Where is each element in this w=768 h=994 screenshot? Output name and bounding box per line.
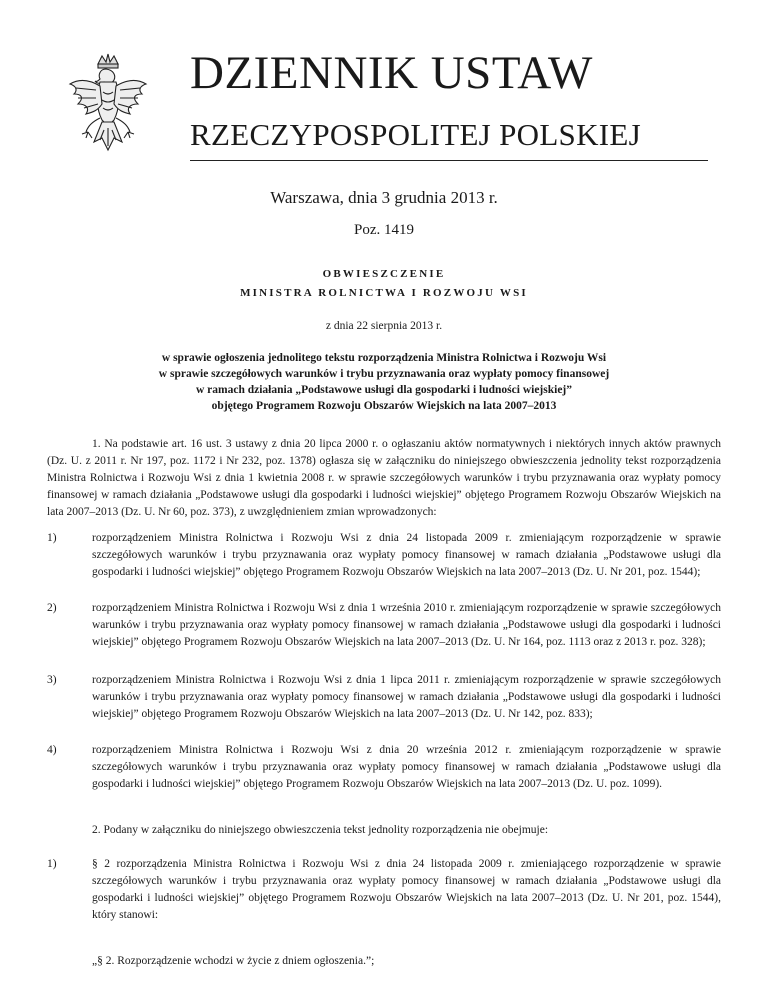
act-issuer: MINISTRA ROLNICTWA I ROZWOJU WSI — [240, 287, 528, 299]
journal-subtitle: RZECZYPOSPOLITEJ POLSKIEJ — [190, 117, 642, 152]
act-subject — [90, 350, 678, 414]
list-item-number: 3) — [47, 674, 57, 686]
list-item-text: rozporządzeniem Ministra Rolnictwa i Rozwoju Wsi z dnia 1 września 2010 r. zmieniającym rozporządzenie w sprawie szczegółowych warunków i trybu przyznawania oraz wypłaty pomocy finansowej w ramach działania „Podstawowe usługi dla gospodarki i ludności wiejskiej” objętego Programem Rozwoju Obszarów Wiejskich na lata 2007–2013 (Dz. U. Nr 164, poz. 1113 oraz z 2013 r. poz. 328); — [92, 602, 721, 648]
list-item — [47, 856, 721, 924]
subject-line: objętego Programem Rozwoju Obszarów Wiejskich na lata 2007–2013 — [211, 400, 557, 412]
polish-eagle-emblem-icon — [62, 50, 154, 162]
quoted-provision: „§ 2. Rozporządzenie wchodzi w życie z dniem ogłoszenia.”; — [92, 955, 375, 967]
list-item — [47, 742, 721, 793]
list-item-number: 4) — [47, 744, 57, 756]
journal-title: DZIENNIK USTAW — [190, 47, 593, 99]
list-item — [47, 530, 721, 581]
list-item-number: 1) — [47, 532, 57, 544]
list-item-number: 1) — [47, 858, 57, 870]
position-number: Poz. 1419 — [354, 222, 414, 238]
act-type: OBWIESZCZENIE — [322, 268, 446, 280]
subject-line: w sprawie ogłoszenia jednolitego tekstu rozporządzenia Ministra Rolnictwa i Rozwoju Wsi — [161, 352, 607, 364]
paragraph-1: 1. Na podstawie art. 16 ust. 3 ustawy z dnia 20 lipca 2000 r. o ogłaszaniu aktów normatywnych i niektórych innych aktów prawnych (Dz. U. z 2011 r. Nr 197, poz. 1172 i Nr 232, poz. 1378) ogłasza się w załączniku do niniejszego obwieszczenia jednolity tekst rozporządzenia Ministra Rolnictwa i Rozwoju Wsi z dnia 1 kwietnia 2008 r. w sprawie szczegółowych warunków i trybu przyznawania oraz wypłaty pomocy finansowej w ramach działania „Podstawowe usługi dla gospodarki i ludności wiejskiej” objętego Programem Rozwoju Obszarów Wiejskich na lata 2007–2013 (Dz. U. Nr 60, poz. 373), z uwzględnieniem zmian wprowadzonych: — [47, 438, 721, 518]
publication-date: Warszawa, dnia 3 grudnia 2013 r. — [270, 188, 498, 207]
list-item-text: § 2 rozporządzenia Ministra Rolnictwa i Rozwoju Wsi z dnia 24 listopada 2009 r. zmieniającego rozporządzenie w sprawie szczegółowych warunków i trybu przyznawania oraz wypłaty pomocy finansowej w ramach działania „Podstawowe usługi dla gospodarki i ludności wiejskiej” objętego Programem Rozwoju Obszarów Wiejskich na lata 2007–2013 (Dz. U. Nr 201, poz. 1544), który stanowi: — [92, 858, 721, 921]
list-item-number: 2) — [47, 602, 57, 614]
list-item-text: rozporządzeniem Ministra Rolnictwa i Rozwoju Wsi z dnia 20 września 2012 r. zmieniającym rozporządzenie w sprawie szczegółowych warunków i trybu przyznawania oraz wypłaty pomocy finansowej w ramach działania „Podstawowe usługi dla gospodarki i ludności wiejskiej” objętego Programem Rozwoju Obszarów Wiejskich na lata 2007–2013 (Dz. U. poz. 1099). — [92, 744, 721, 790]
subject-line: w ramach działania „Podstawowe usługi dla gospodarki i ludności wiejskiej” — [195, 384, 573, 396]
paragraph-2: 2. Podany w załączniku do niniejszego obwieszczenia tekst jednolity rozporządzenia nie obejmuje: — [92, 824, 549, 836]
subject-line: w sprawie szczegółowych warunków i trybu przyznawania oraz wypłaty pomocy finansowej — [158, 368, 610, 380]
header-rule — [190, 160, 708, 161]
act-date: z dnia 22 sierpnia 2013 r. — [325, 320, 443, 332]
list-item-text: rozporządzeniem Ministra Rolnictwa i Rozwoju Wsi z dnia 24 listopada 2009 r. zmieniającym rozporządzenie w sprawie szczegółowych warunków i trybu przyznawania oraz wypłaty pomocy finansowej w ramach działania „Podstawowe usługi dla gospodarki i ludności wiejskiej” objętego Programem Rozwoju Obszarów Wiejskich na lata 2007–2013 (Dz. U. Nr 201, poz. 1544); — [92, 532, 721, 578]
list-item — [47, 672, 721, 723]
list-item — [47, 600, 721, 651]
list-item-text: rozporządzeniem Ministra Rolnictwa i Rozwoju Wsi z dnia 1 lipca 2011 r. zmieniającym rozporządzenie w sprawie szczegółowych warunków i trybu przyznawania oraz wypłaty pomocy finansowej w ramach działania „Podstawowe usługi dla gospodarki i ludności wiejskiej” objętego Programem Rozwoju Obszarów Wiejskich na lata 2007–2013 (Dz. U. Nr 142, poz. 833); — [92, 674, 721, 720]
